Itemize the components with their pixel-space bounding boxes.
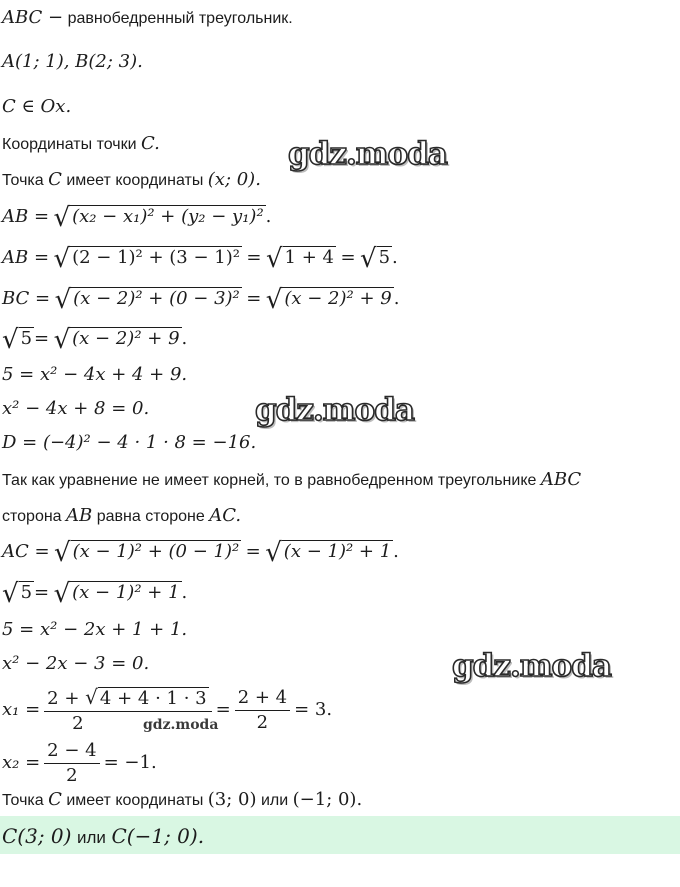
math: AC = [2,541,50,562]
sqrt-body: (x₂ − x₁)² + (y₂ − y₁)² [72,206,264,227]
math: (3; 0) [207,789,257,810]
text: Точка [2,792,44,809]
sqrt-body: 5 [20,582,33,603]
text: имеет координаты [66,792,204,809]
text: равна стороне [96,508,205,525]
watermark: gdz.moda [288,136,447,172]
math: AB = [2,247,50,268]
line-sqrt5-eq [2,325,188,355]
sqrt-sign: √ [53,203,71,233]
text: сторона [2,508,62,525]
line-ab-value [2,244,398,274]
sqrt-body: (x − 1)² + 1 [283,541,392,562]
math: x₁ = [2,699,41,720]
math: x² − 4x + 8 = 0. [2,398,150,419]
line-triangle-statement [2,8,293,29]
line-quadratic-1 [2,399,149,420]
text: или [77,828,106,847]
sqrt-body: (x − 1)² + (0 − 1)² [72,541,240,562]
sqrt-body: (x − 2)² + 9 [72,328,180,349]
sqrt-sign: √ [53,579,71,609]
sqrt-body: 1 + 4 [284,247,334,268]
math: = [215,699,231,720]
sqrt-body: 5 [20,328,33,349]
sqrt-sign: √ [359,244,377,274]
text: Координаты точки [2,136,137,153]
denominator: 2 [66,764,78,786]
math: = [246,288,262,309]
line-points [2,52,143,73]
line-quadratic-2 [2,654,149,675]
line-eq-expanded-2 [2,620,187,641]
text: или [260,792,289,809]
math: = 3. [294,699,333,720]
math: BC = [2,288,51,309]
sqrt-sign: √ [265,244,283,274]
math: C(3; 0) [2,824,72,848]
line-bc-value [2,285,400,315]
math: AB = [2,206,50,227]
math: (x; 0). [207,169,261,190]
numerator: 2 − 4 [44,741,99,764]
line-point-c-coords [2,170,261,191]
line-side-equal [2,506,241,527]
math: . [181,328,188,349]
text: Так как уравнение не имеет корней, то в равнобедренном треугольнике [2,472,537,489]
sqrt-sign: √ [53,325,71,355]
math: C [48,169,62,190]
fraction [235,688,290,733]
math: ABC [540,469,582,490]
denominator: 2 [72,712,84,734]
line-no-roots [2,470,581,491]
math: = [245,541,261,562]
math: D = (−4)² − 4 · 1 · 8 = −16. [2,432,257,453]
math: C(−1; 0). [111,824,205,848]
sqrt-sign: √ [2,579,19,609]
math: . [181,582,188,603]
sqrt-sign: √ [2,325,19,355]
line-discriminant [2,433,256,454]
text: имеет координаты [66,172,204,189]
final-answer [2,826,204,848]
watermark: gdz.moda [255,392,414,428]
math: = [34,582,50,603]
numerator: 2 + 4 [235,688,290,711]
math: (−1; 0). [292,789,363,810]
sqrt-body: 5 [378,247,391,268]
watermark-small: gdz.moda [143,717,219,733]
math: = [246,247,262,268]
line-ac-value [2,538,399,568]
line-coords-heading [2,134,160,155]
math: ABC − [2,7,64,28]
denominator: 2 [256,711,269,733]
math: C [48,789,62,810]
line-sqrt5-eq-2 [2,579,188,609]
math: 5 = x² − 4x + 4 + 9. [2,364,188,385]
line-ab-formula [2,203,272,233]
fraction [44,741,99,786]
math: . [393,288,400,309]
math: A(1; 1), B(2; 3). [2,51,143,72]
math: 2 + [47,687,80,709]
math: . [392,247,398,268]
numerator [44,684,211,712]
sqrt-body: (x − 2)² + 9 [284,288,392,309]
sqrt-sign: √ [53,244,71,274]
sqrt-sign: √ [265,285,283,315]
line-result-coords [2,790,362,811]
sqrt-body: 4 + 4 · 1 · 3 [99,687,207,709]
math: = [340,247,356,268]
sqrt-sign: √ [54,538,71,568]
sqrt-sign: √ [54,285,72,315]
sqrt-body: (x − 1)² + 1 [72,582,180,603]
text: равнобедренный треугольник. [67,10,293,27]
math: 5 = x² − 2x + 1 + 1. [2,619,188,640]
math: x² − 2x − 3 = 0. [2,653,150,674]
math: C. [141,133,160,154]
sqrt-body: (x − 2)² + (0 − 3)² [73,288,240,309]
math: = [34,328,50,349]
math: . [265,206,272,227]
math: AC. [209,505,242,526]
math: C ∈ Ox. [2,96,72,117]
sqrt-sign: √ [85,684,98,709]
line-eq-expanded [2,365,187,386]
sqrt-sign: √ [265,538,282,568]
line-c-on-ox [2,97,71,118]
text: Точка [2,172,44,189]
sqrt-body: (2 − 1)² + (3 − 1)² [72,247,240,268]
math: = −1. [103,752,157,773]
line-root-x2 [2,738,157,788]
math: AB [66,505,93,526]
math: x₂ = [2,752,41,773]
math: . [393,541,399,562]
watermark: gdz.moda [452,648,611,684]
